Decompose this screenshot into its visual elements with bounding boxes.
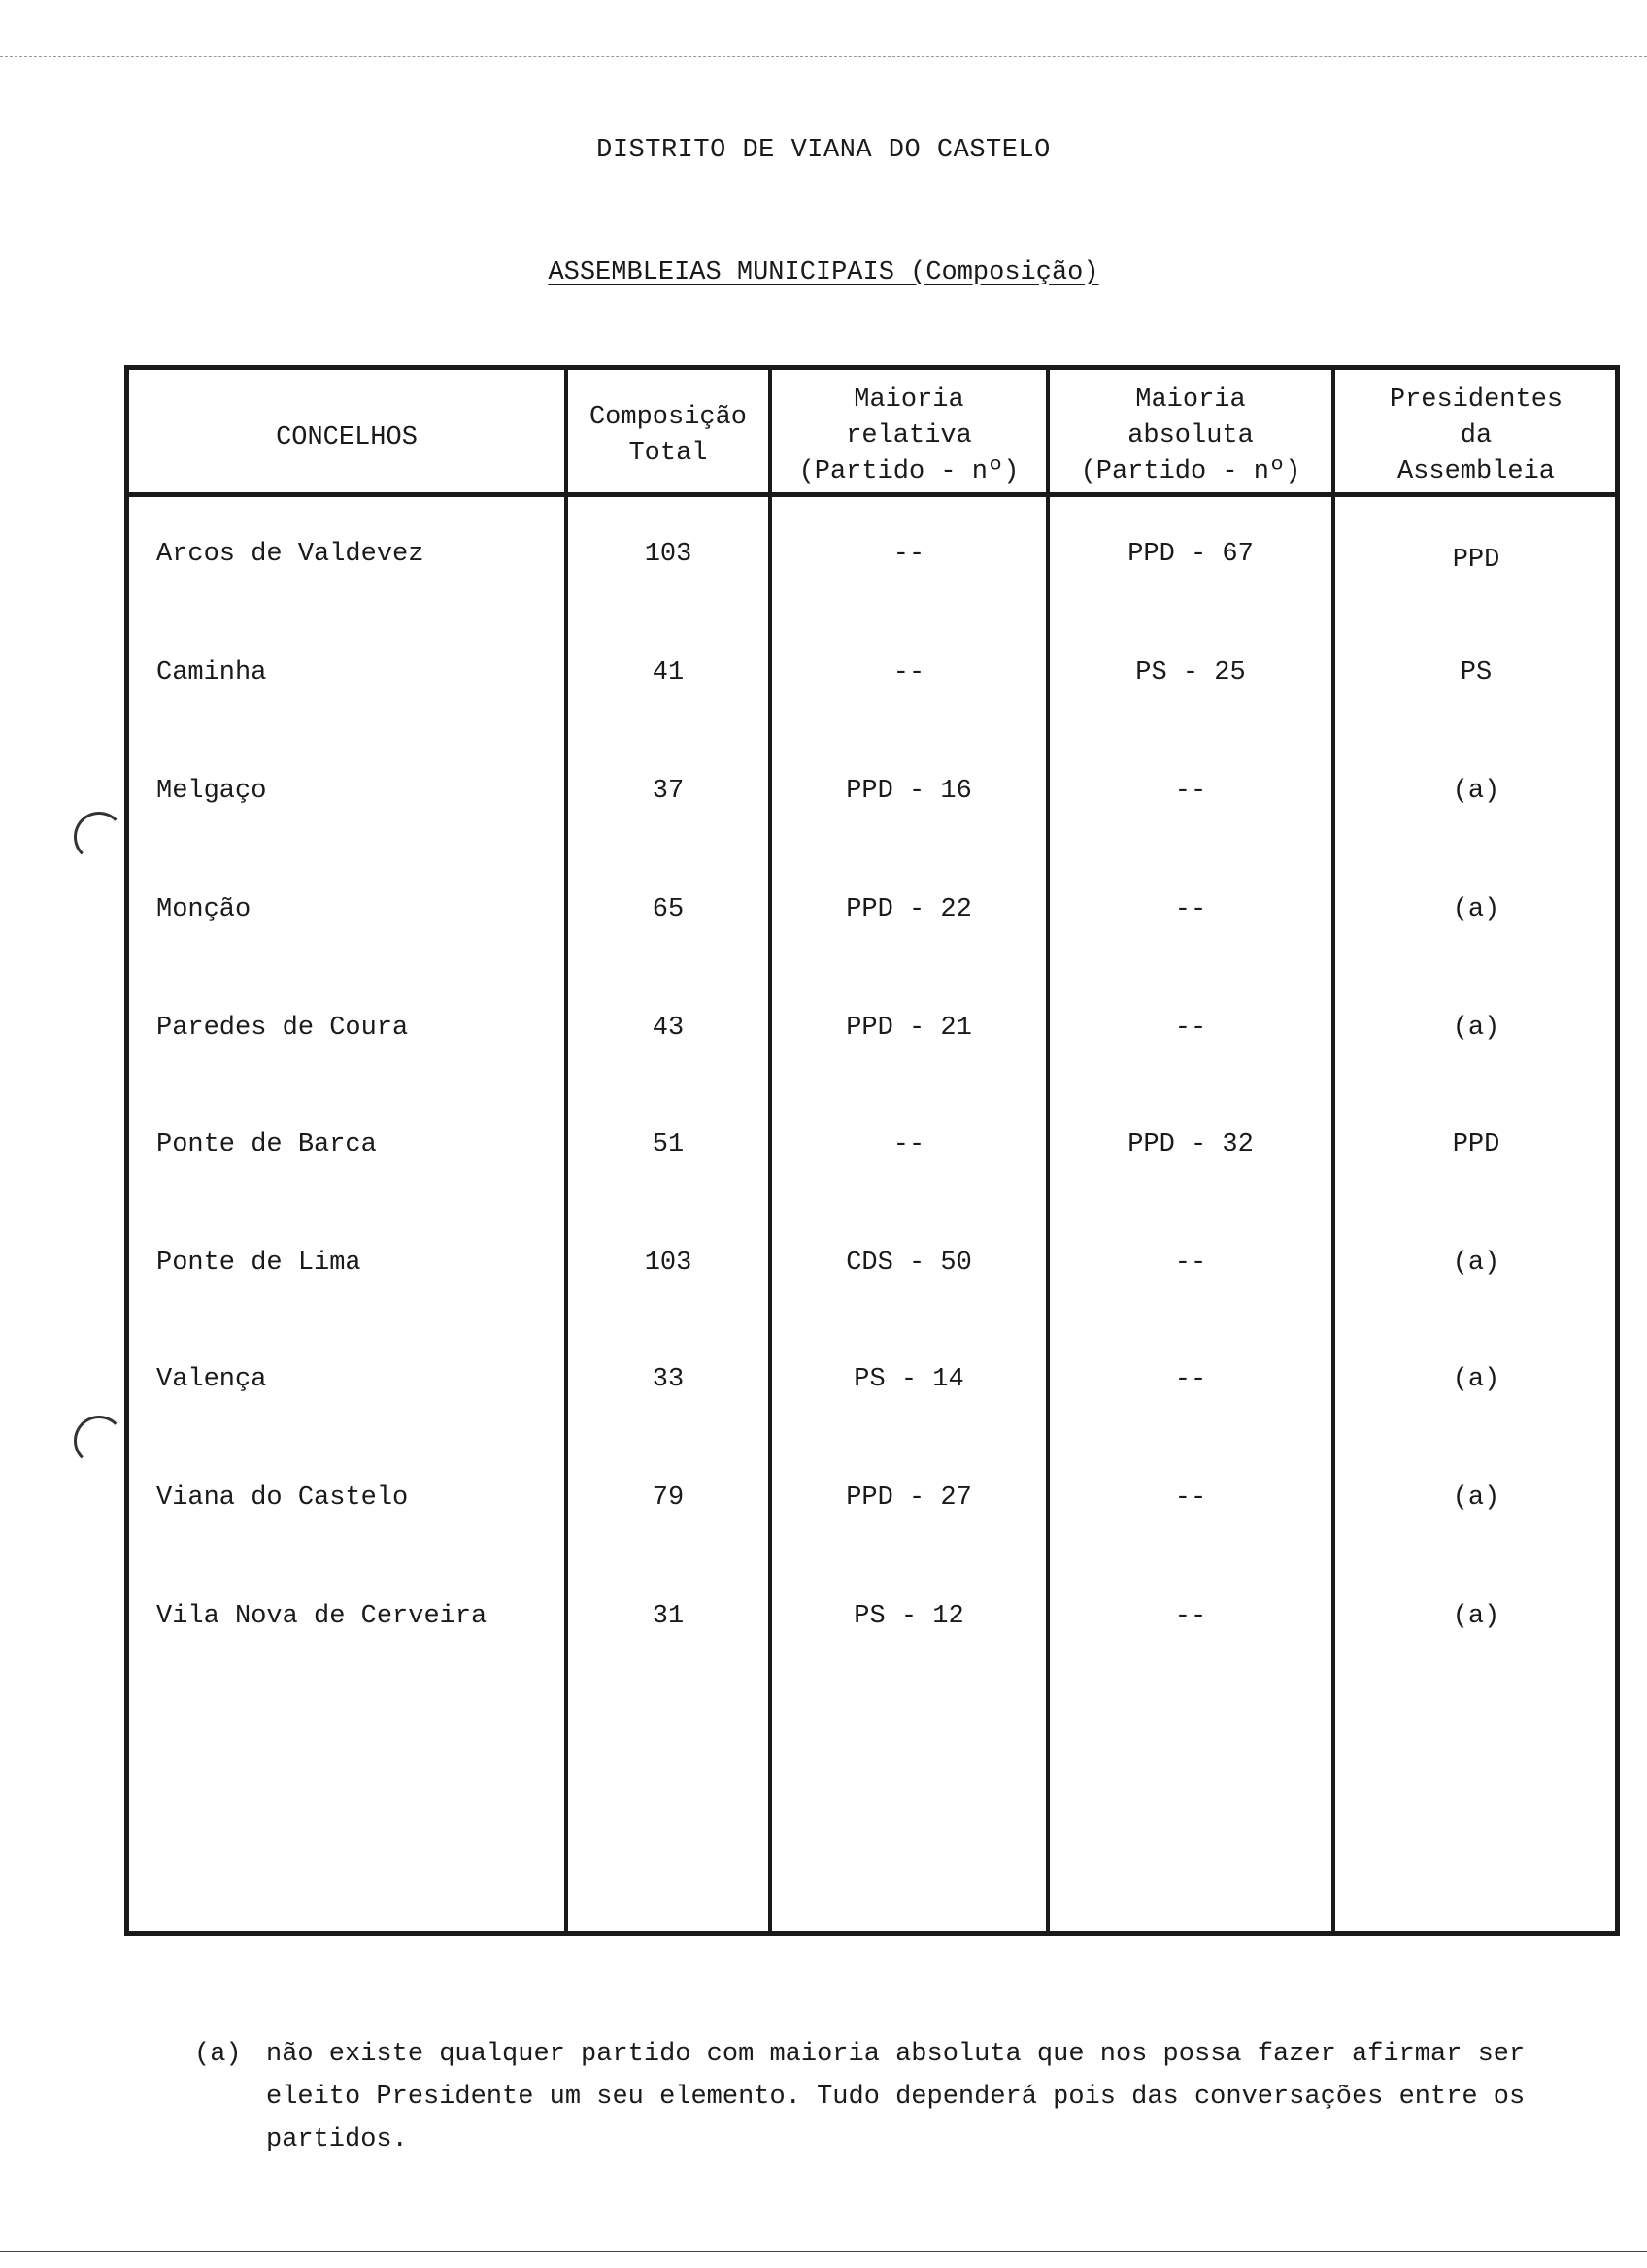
cell-maioria-relativa: PS - 12 [854, 1602, 964, 1631]
cell-concelho: Caminha [156, 658, 267, 687]
cell-presidente: (a) [1452, 895, 1500, 924]
cell-concelho: Viana do Castelo [156, 1484, 409, 1513]
header-concelhos: CONCELHOS [276, 422, 418, 452]
cell-presidente: (a) [1452, 777, 1500, 806]
cell-maioria-relativa: PPD - 21 [846, 1014, 972, 1043]
cell-maioria-absoluta: -- [1174, 1014, 1207, 1043]
table-row [129, 1244, 1615, 1283]
page-title: DISTRITO DE VIANA DO CASTELO [596, 136, 1051, 165]
cell-concelho: Arcos de Valdevez [156, 540, 424, 569]
header-divider [129, 492, 1615, 497]
bottom-rule [0, 2251, 1647, 2252]
footnote-text: não existe qualquer partido com maioria absoluta que nos possa fazer afirmar ser eleito Presidente um seu elemento. Tudo dependerá pois das conversações entre os partidos. [266, 2040, 1526, 2154]
cell-presidente: (a) [1452, 1365, 1500, 1394]
header-total: Composição Total [588, 403, 748, 468]
table-row [129, 1597, 1615, 1636]
cell-total: 103 [644, 540, 692, 569]
cell-presidente: PPD [1452, 1130, 1500, 1159]
punch-hole-mark [74, 1416, 124, 1466]
punch-hole-mark [74, 812, 124, 862]
cell-maioria-absoluta: -- [1174, 1602, 1207, 1631]
header-maioria-relativa: Maioria relativa (Partido - nº) [798, 384, 1020, 486]
top-scan-rule [0, 56, 1647, 57]
cell-presidente: (a) [1452, 1602, 1500, 1631]
cell-maioria-absoluta: -- [1174, 1484, 1207, 1513]
cell-maioria-relativa: PS - 14 [854, 1365, 964, 1394]
cell-total: 37 [652, 777, 685, 806]
cell-concelho: Valença [156, 1365, 267, 1394]
header-maioria-absoluta: Maioria absoluta (Partido - nº) [1080, 384, 1301, 486]
cell-presidente: (a) [1452, 1484, 1500, 1513]
cell-concelho: Ponte de Barca [156, 1130, 377, 1159]
cell-maioria-relativa: -- [892, 658, 925, 687]
cell-presidente: PPD [1452, 546, 1500, 575]
cell-concelho: Vila Nova de Cerveira [156, 1602, 487, 1631]
cell-total: 33 [652, 1365, 685, 1394]
cell-maioria-relativa: CDS - 50 [846, 1249, 972, 1278]
cell-total: 65 [652, 895, 685, 924]
table-row [129, 653, 1615, 692]
cell-maioria-absoluta: -- [1174, 1249, 1207, 1278]
table-row [129, 1479, 1615, 1518]
cell-total: 43 [652, 1014, 685, 1043]
cell-maioria-relativa: PPD - 22 [846, 895, 972, 924]
page-subtitle: ASSEMBLEIAS MUNICIPAIS (Composição) [548, 258, 1099, 287]
table-row [129, 1125, 1615, 1164]
cell-concelho: Monção [156, 895, 252, 924]
cell-maioria-relativa: -- [892, 1130, 925, 1159]
table-row [129, 890, 1615, 929]
cell-maioria-absoluta: -- [1174, 777, 1207, 806]
cell-concelho: Ponte de Lima [156, 1249, 361, 1278]
cell-total: 31 [652, 1602, 685, 1631]
cell-total: 79 [652, 1484, 685, 1513]
footnote [194, 2033, 1593, 2161]
cell-maioria-absoluta: PPD - 67 [1127, 540, 1254, 569]
cell-concelho: Paredes de Coura [156, 1014, 409, 1043]
cell-maioria-relativa: PPD - 16 [846, 777, 972, 806]
cell-maioria-relativa: -- [892, 540, 925, 569]
cell-maioria-absoluta: -- [1174, 1365, 1207, 1394]
table-row [129, 1360, 1615, 1399]
cell-maioria-absoluta: -- [1174, 895, 1207, 924]
cell-total: 51 [652, 1130, 685, 1159]
cell-maioria-absoluta: PPD - 32 [1127, 1130, 1254, 1159]
cell-presidente: (a) [1452, 1014, 1500, 1043]
composition-table [124, 365, 1620, 1936]
cell-maioria-absoluta: PS - 25 [1135, 658, 1246, 687]
table-row [129, 535, 1615, 574]
cell-presidente: (a) [1452, 1249, 1500, 1278]
footnote-mark: (a) [194, 2040, 242, 2069]
table-row [129, 772, 1615, 811]
table-row [129, 1009, 1615, 1048]
cell-concelho: Melgaço [156, 777, 267, 806]
cell-maioria-relativa: PPD - 27 [846, 1484, 972, 1513]
cell-presidente: PS [1460, 658, 1493, 687]
cell-total: 103 [644, 1249, 692, 1278]
header-presidentes: Presidentes da Assembleia [1389, 384, 1563, 486]
cell-total: 41 [652, 658, 685, 687]
